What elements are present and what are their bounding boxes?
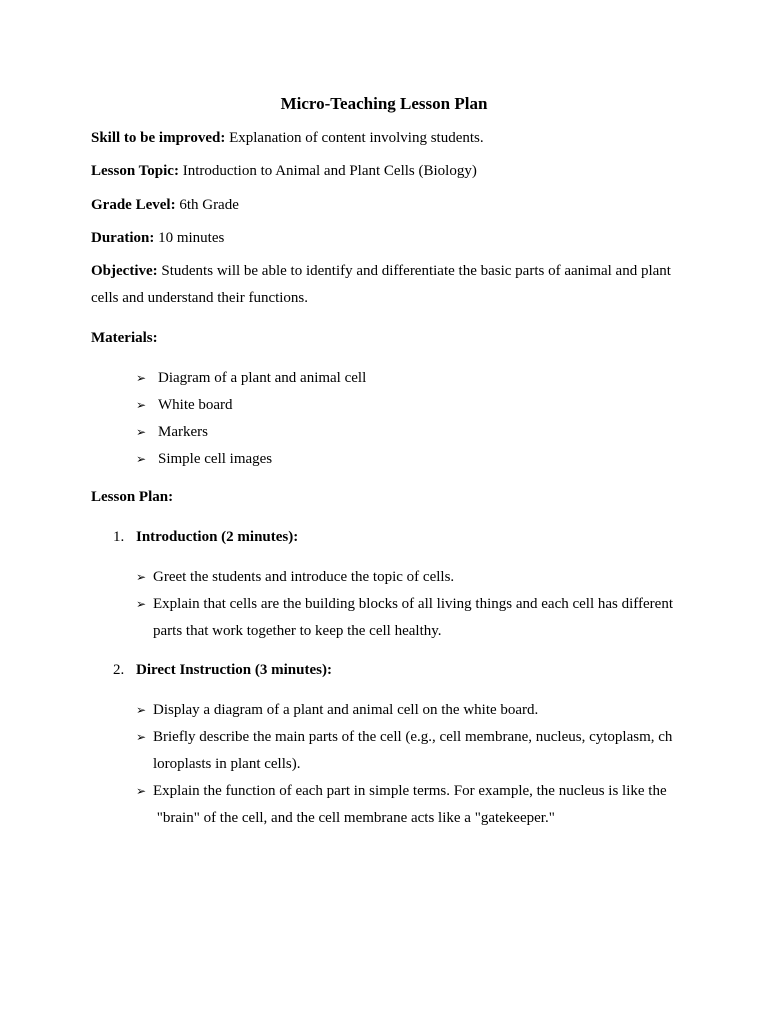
page-title: Micro-Teaching Lesson Plan (280, 94, 488, 113)
lesson-plan-heading: Lesson Plan: (91, 489, 174, 505)
list-item: ➢ Diagram of a plant and animal cell (158, 365, 366, 392)
grade-label: Grade Level: (91, 197, 176, 213)
step-number: 2. (113, 662, 125, 678)
introduction-list (136, 564, 673, 645)
arrow-bullet-icon: ➢ (136, 703, 147, 717)
list-item: ➢ White board (158, 392, 366, 419)
skill-field (91, 125, 691, 152)
step-number: 1. (113, 529, 125, 545)
grade-value: 6th Grade (179, 197, 239, 213)
grade-field (91, 192, 691, 219)
step-label: Direct Instruction (3 minutes): (136, 662, 332, 678)
duration-label: Duration: (91, 230, 155, 246)
step-direct-instruction (113, 657, 332, 684)
arrow-bullet-icon: ➢ (136, 570, 147, 584)
list-item: ➢ Markers (158, 419, 366, 446)
duration-value: 10 minutes (158, 230, 225, 246)
list-item: ➢ Display a diagram of a plant and animal cell on the white board. (153, 697, 672, 724)
arrow-bullet-icon: ➢ (136, 784, 147, 798)
objective-label: Objective: (91, 263, 158, 279)
list-item: ➢ Greet the students and introduce the topic of cells. (153, 564, 673, 591)
arrow-bullet-icon: ➢ (136, 730, 147, 744)
list-item: ➢ Explain that cells are the building blocks of all living things and each cell has different parts that work together to keep the cell healthy. (153, 591, 673, 645)
arrow-bullet-icon: ➢ (136, 398, 147, 412)
arrow-bullet-icon: ➢ (136, 371, 147, 385)
step-introduction (113, 524, 298, 551)
skill-value: Explanation of content involving students. (229, 130, 484, 146)
duration-field (91, 225, 691, 252)
direct-instruction-list (136, 697, 673, 832)
materials-list (136, 365, 367, 473)
topic-value: Introduction to Animal and Plant Cells (Biology) (182, 163, 477, 179)
skill-label: Skill to be improved: (91, 130, 226, 146)
list-item: ➢ Briefly describe the main parts of the cell (e.g., cell membrane, nucleus, cytoplasm, ch loroplasts in plant cells). (153, 724, 672, 778)
step-label: Introduction (2 minutes): (136, 529, 299, 545)
arrow-bullet-icon: ➢ (136, 597, 147, 611)
list-item: ➢ Simple cell images (158, 446, 366, 473)
arrow-bullet-icon: ➢ (136, 452, 147, 466)
arrow-bullet-icon: ➢ (136, 425, 147, 439)
materials-heading: Materials: (91, 330, 158, 346)
topic-label: Lesson Topic: (91, 163, 179, 179)
objective-value-line1: Students will be able to identify and differentiate the basic parts of aanimal and plant (161, 263, 671, 279)
list-item: ➢ Explain the function of each part in simple terms. For example, the nucleus is like the "brain" of the cell, and the cell membrane acts like a "gatekeeper." (153, 778, 672, 832)
objective-value-line2: cells and understand their functions. (91, 290, 309, 306)
objective-field (91, 258, 691, 312)
topic-field (91, 158, 691, 185)
